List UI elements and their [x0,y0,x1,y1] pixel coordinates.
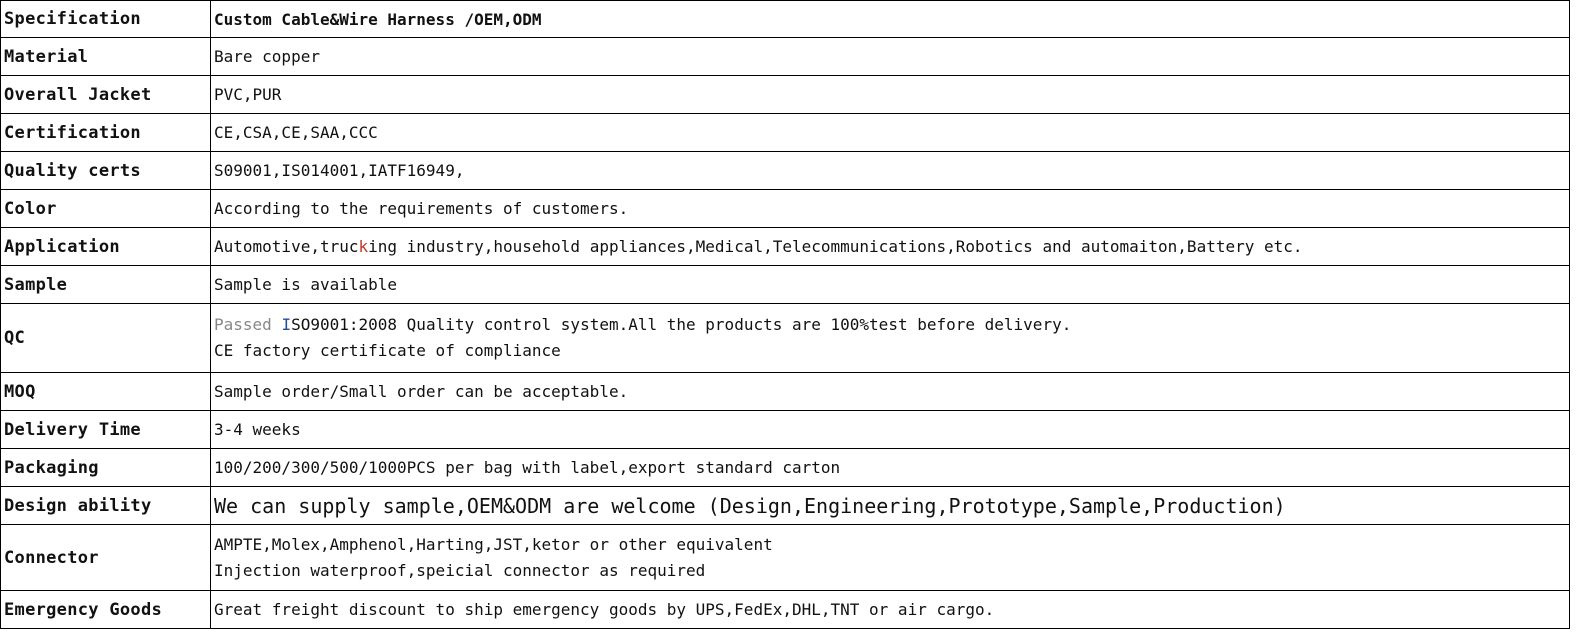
row-value-certification: CE,CSA,CE,SAA,CCC [211,114,1570,152]
row-value-design-ability: We can supply sample,OEM&ODM are welcome (Design,Engineering,Prototype,Sample,Production) [211,487,1570,525]
row-value-overall-jacket: PVC,PUR [211,76,1570,114]
row-label-certification: Certification [1,114,211,152]
row-label-quality-certs: Quality certs [1,152,211,190]
qc-line-1-initial: I [281,315,292,334]
row-value-moq: Sample order/Small order can be acceptable. [211,373,1570,411]
row-label-moq: MOQ [1,373,211,411]
table-row-sample [1,266,1570,304]
application-text-highlight: k [358,237,369,256]
row-value-application [211,228,1570,266]
row-value-specification: Custom Cable&Wire Harness /OEM,ODM [211,1,1570,38]
table-row-delivery-time [1,411,1570,449]
table-row-application [1,228,1570,266]
table-row-packaging [1,449,1570,487]
qc-line-1-prefix: Passed [214,315,282,334]
row-label-color: Color [1,190,211,228]
row-value-emergency-goods: Great freight discount to ship emergency goods by UPS,FedEx,DHL,TNT or air cargo. [211,591,1570,629]
table-row-connector [1,525,1570,591]
row-label-design-ability: Design ability [1,487,211,525]
qc-line-2: CE factory certificate of compliance [214,341,561,360]
qc-line-1-rest: SO9001:2008 Quality control system.All the products are 100%test before delivery. [291,315,1072,334]
table-row-material [1,38,1570,76]
row-label-sample: Sample [1,266,211,304]
row-value-packaging: 100/200/300/500/1000PCS per bag with label,export standard carton [211,449,1570,487]
row-label-delivery-time: Delivery Time [1,411,211,449]
row-value-color: According to the requirements of customers. [211,190,1570,228]
row-label-overall-jacket: Overall Jacket [1,76,211,114]
row-value-sample: Sample is available [211,266,1570,304]
application-text-part1: Automotive,truc [214,237,359,256]
row-label-application: Application [1,228,211,266]
application-text-part3: ing industry,household appliances,Medical,Telecommunications,Robotics and automaiton,Battery etc. [368,237,1303,256]
table-row-quality-certs [1,152,1570,190]
table-row-design-ability [1,487,1570,525]
row-value-qc [211,304,1570,373]
table-row-moq [1,373,1570,411]
table-row-specification [1,1,1570,38]
qc-line-1 [214,312,1566,338]
row-value-delivery-time: 3-4 weeks [211,411,1570,449]
table-row-overall-jacket [1,76,1570,114]
table-row-emergency-goods [1,591,1570,629]
row-label-packaging: Packaging [1,449,211,487]
row-value-quality-certs: S09001,IS014001,IATF16949, [211,152,1570,190]
row-label-connector: Connector [1,525,211,591]
row-label-material: Material [1,38,211,76]
connector-line-2: Injection waterproof,speicial connector as required [214,560,706,580]
row-value-material: Bare copper [211,38,1570,76]
row-value-connector [211,525,1570,591]
table-row-color [1,190,1570,228]
row-label-emergency-goods: Emergency Goods [1,591,211,629]
connector-line-1: AMPTE,Molex,Amphenol,Harting,JST,ketor or other equivalent [214,534,773,554]
table-row-certification [1,114,1570,152]
table-row-qc [1,304,1570,373]
row-label-specification: Specification [1,1,211,38]
row-label-qc: QC [1,304,211,373]
